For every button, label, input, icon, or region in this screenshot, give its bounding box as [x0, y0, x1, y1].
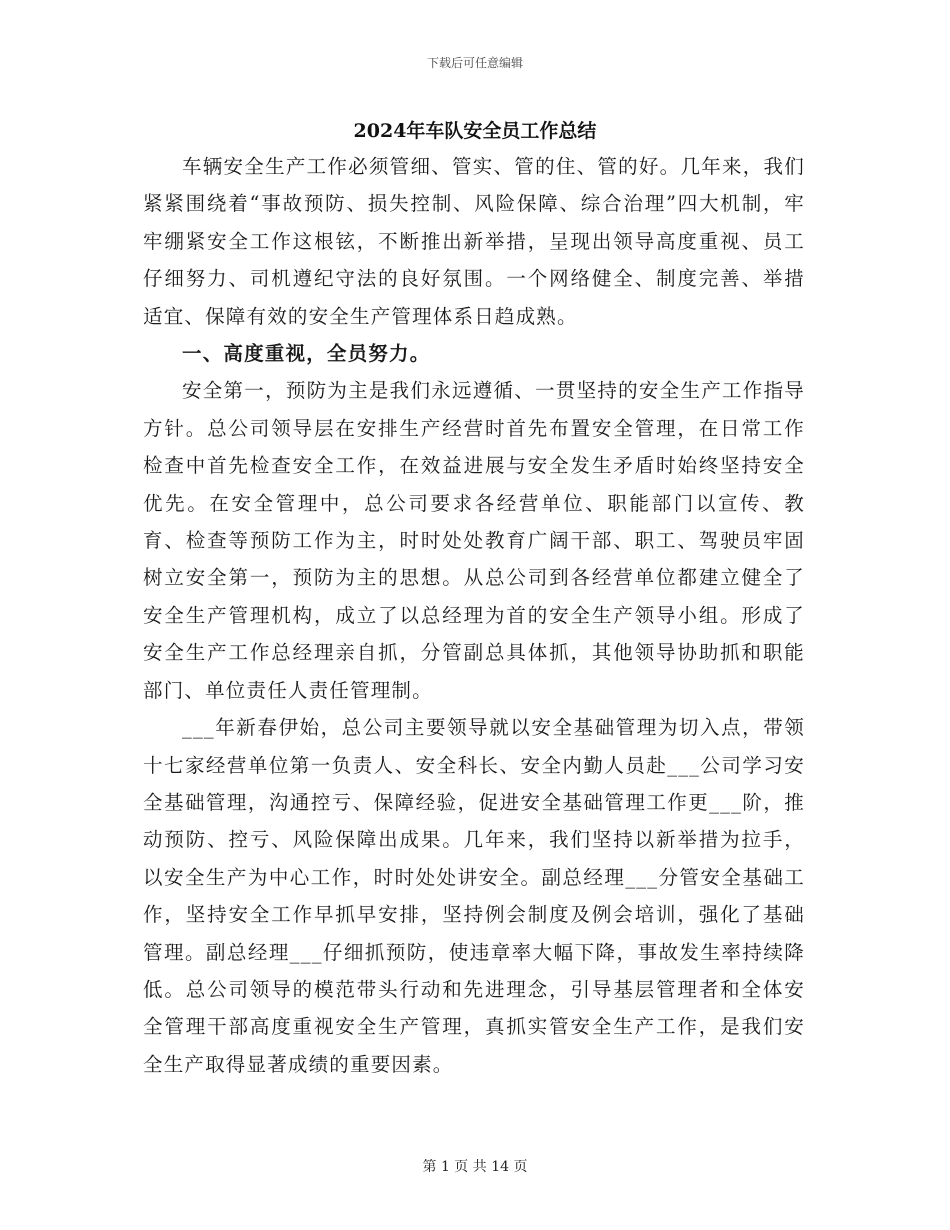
paragraph-intro: 车辆安全生产工作必须管细、管实、管的住、管的好。几年来，我们紧紧围绕着“事故预防、损失控制、风险保障、综合治理”四大机制，牢牢绷紧安全工作这根铉，不断推出新举措，呈现出领导高度重视、员工仔细努力、司机遵纪守法的良好氛围。一个网络健全、制度完善、举措适宜、保障有效的安全生产管理体系日趋成熟。: [143, 155, 805, 328]
page-header-note: 下载后可任意编辑: [426, 56, 523, 70]
document-title: 2024年车队安全员工作总结: [353, 120, 597, 142]
paragraph-initiatives: ___年新春伊始，总公司主要领导就以安全基础管理为切入点，带领十七家经营单位第一负责人、安全科长、安全内勤人员赴___公司学习安全基础管理，沟通控亏、保障经验，促进安全基础管理工作更___阶，推动预防、控亏、风险保障出成果。几年来，我们坚持以新举措为拉手，以安全生产为中心工作，时时处处讲安全。副总经理___分管安全基础工作，坚持安全工作早抓早安排，坚持例会制度及例会培训，强化了基础管理。副总经理___仔细抓预防，使违章率大幅下降，事故发生率持续降低。总公司领导的模范带头行动和先进理念，引导基层管理者和全体安全管理干部高度重视安全生产管理，真抓实管安全生产工作，是我们安全生产取得显著成绩的重要因素。: [143, 716, 805, 1076]
page-number: 第 1 页 共 14 页: [422, 1159, 528, 1175]
section-heading: 一、高度重视，全员努力。: [182, 342, 431, 366]
document-body: [143, 148, 805, 1083]
paragraph-policy: 安全第一，预防为主是我们永远遵循、一贯坚持的安全生产工作指导方针。总公司领导层在安排生产经营时首先布置安全管理，在日常工作检查中首先检查安全工作，在效益进展与安全发生矛盾时始终坚持安全优先。在安全管理中，总公司要求各经营单位、职能部门以宣传、教育、检查等预防工作为主，时时处处教育广阔干部、职工、驾驶员牢固树立安全第一，预防为主的思想。从总公司到各经营单位都建立健全了安全生产管理机构，成立了以总经理为首的安全生产领导小组。形成了安全生产工作总经理亲自抓，分管副总具体抓，其他领导协助抓和职能部门、单位责任人责任管理制。: [143, 379, 805, 702]
